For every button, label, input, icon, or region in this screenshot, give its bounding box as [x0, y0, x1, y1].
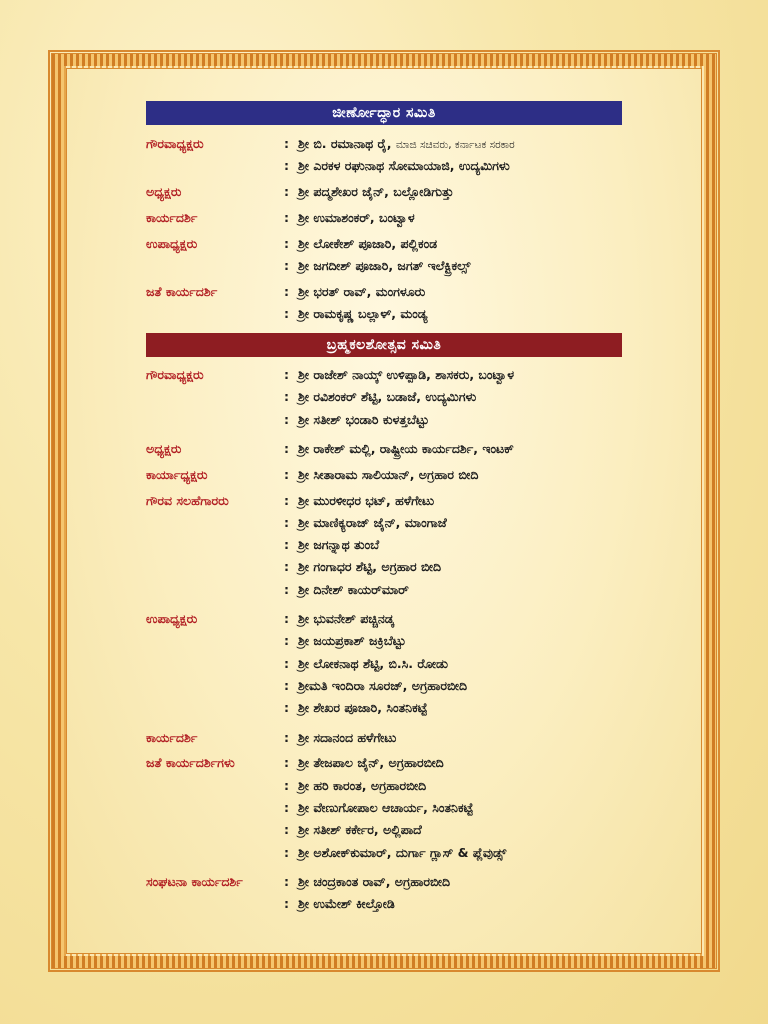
member-name-text: ಶ್ರೀ ತೇಜಪಾಲ ಜೈನ್, ಅಗ್ರಹಾರಬೀದಿ [298, 755, 444, 771]
member-row [146, 409, 626, 431]
member-role: ಕಾರ್ಯದರ್ಶಿ [146, 209, 198, 225]
member-row [146, 512, 626, 534]
member-name [298, 797, 473, 819]
separator-colon: : [284, 799, 289, 815]
member-row [146, 675, 626, 697]
member-name-text: ಶ್ರೀ ಉಮೇಶ್ ಕೀಲ್ತೋಡಿ [298, 896, 395, 912]
member-row [146, 534, 626, 556]
member-role: ಜತೆ ಕಾರ್ಯದರ್ಶಿಗಳು [146, 755, 235, 771]
member-role: ಅಧ್ಯಕ್ಷರು [146, 440, 182, 456]
member-name-text: ಶ್ರೀಮತಿ ಇಂದಿರಾ ಸೂರಜ್, ಅಗ್ರಹಾರಬೀದಿ [298, 677, 468, 693]
separator-colon: : [284, 777, 289, 793]
member-name [298, 281, 425, 303]
member-row [146, 752, 626, 774]
member-name-text: ಶ್ರೀ ಗಂಗಾಧರ ಶೆಟ್ಟಿ, ಅಗ್ರಹಾರ ಬೀದಿ [298, 559, 442, 575]
member-name-text: ಶ್ರೀ ಎರಕಳ ರಘುನಾಥ ಸೋಮಾಯಾಜಿ, ಉದ್ಯಮಿಗಳು [298, 158, 510, 174]
member-name [298, 775, 426, 797]
member-name [298, 255, 470, 277]
member-name-text: ಶ್ರೀ ಸತೀಶ್ ಭಂಡಾರಿ ಕುಳತ್ತಬೆಟ್ಟು [298, 411, 430, 427]
member-name-text: ಶ್ರೀ ಅಶೋಕ್‌ಕುಮಾರ್, ದುರ್ಗಾ ಗ್ಲಾಸ್ & ಪ್ಲೆವುಡ್ಸ್ [298, 844, 507, 860]
member-row [146, 893, 626, 915]
member-row [146, 775, 626, 797]
member-row [146, 653, 626, 675]
separator-colon: : [284, 729, 289, 745]
member-name [298, 819, 422, 841]
separator-colon: : [284, 283, 289, 299]
member-name-text: ಶ್ರೀ ಭುವನೇಶ್ ಪಚ್ಚಿನಡ್ಕ [298, 611, 394, 626]
member-role: ಗೌರವಾಧ್ಯಕ್ಷರು [146, 367, 204, 382]
separator-colon: : [284, 411, 289, 427]
member-role: ಉಪಾಧ್ಯಕ್ಷರು [146, 611, 198, 626]
member-note: ಮಾಜಿ ಸಚಿವರು, ಕರ್ನಾಟಕ ಸರಕಾರ [395, 139, 515, 151]
member-name-text: ಶ್ರೀ ಜಗದೀಶ್ ಪೂಜಾರಿ, ಜಗತ್ ಇಲೆಕ್ಟ್ರಿಕಲ್ಸ್ [298, 258, 471, 273]
member-row [146, 819, 626, 841]
member-name-text: ಶ್ರೀ ಚಂದ್ರಕಾಂತ ರಾವ್, ಅಗ್ರಹಾರಬೀದಿ [298, 873, 451, 889]
member-row [146, 181, 626, 203]
member-row [146, 386, 626, 408]
member-name-text: ಶ್ರೀ ರವಿಶಂಕರ್ ಶೆಟ್ಟಿ, ಬಡಾಜೆ, ಉದ್ಯಮಿಗಳು [298, 389, 477, 405]
committee-title-jeernoddhara: ಜೀರ್ಣೋದ್ಧಾರ ಸಮಿತಿ [146, 101, 622, 125]
separator-colon: : [284, 677, 289, 693]
member-name [298, 630, 406, 652]
member-row [146, 281, 626, 303]
member-name-text: ಶ್ರೀ ಸತೀಶ್ ಕರ್ಕೇರ, ಅಲ್ಲಿಪಾದೆ [298, 822, 422, 838]
separator-colon: : [284, 611, 289, 626]
member-role: ಗೌರವ ಸಲಹೆಗಾರರು [146, 492, 229, 508]
separator-colon: : [284, 700, 289, 716]
member-name [298, 608, 394, 630]
member-name-text: ಶ್ರೀ ರಾಜೇಶ್ ನಾಯ್ಕ್ ಉಳಿಪ್ಪಾಡಿ, ಶಾಸಕರು, ಬಂಟ್ವಾಳ [298, 367, 515, 382]
separator-colon: : [284, 184, 289, 200]
member-name-text: ಶ್ರೀ ಮುರಳೀಧರ ಭಟ್, ಹಳೆಗೇಟು [298, 492, 435, 508]
separator-colon: : [284, 514, 289, 530]
separator-colon: : [284, 537, 289, 553]
member-row [146, 579, 626, 601]
separator-colon: : [284, 306, 289, 322]
member-name-text: ಶ್ರೀ ರಾಮಕೃಷ್ಣ ಬಲ್ಲಾಳ್, ಮಂಡ್ಯ [298, 306, 428, 322]
separator-colon: : [284, 822, 289, 838]
separator-colon: : [284, 755, 289, 771]
separator-colon: : [284, 896, 289, 912]
member-name [298, 871, 450, 893]
member-name-text: ಶ್ರೀ ರಾಕೇಶ್ ಮಲ್ಲಿ, ರಾಷ್ಟ್ರೀಯ ಕಾರ್ಯದರ್ಶಿ, ಇಂಟಕ್ [298, 440, 514, 456]
separator-colon: : [284, 136, 289, 151]
member-row [146, 842, 626, 864]
member-row [146, 697, 626, 719]
member-row [146, 797, 626, 819]
member-name [298, 464, 478, 486]
member-name [298, 409, 429, 431]
member-name [298, 386, 476, 408]
committee-title-brahmakalashotsava: ಬ್ರಹ್ಮಕಲಶೋತ್ಸವ ಸಮಿತಿ [146, 333, 622, 357]
member-name-text: ಶ್ರೀ ಜಯಪ್ರಕಾಶ್ ಜಕ್ರಿಬೆಟ್ಟು [298, 633, 406, 649]
member-name-text: ಶ್ರೀ ವೇಣುಗೋಪಾಲ ಆಚಾರ್ಯ, ಸಿಂತನಿಕಟ್ಟೆ [298, 799, 474, 815]
member-name-text: ಶ್ರೀ ಲೋಕೇಶ್ ಪೂಜಾರಿ, ಪಲ್ಲಿಕಂಡ [298, 235, 438, 251]
member-name [298, 512, 447, 534]
separator-colon: : [284, 559, 289, 575]
member-name-text: ಶ್ರೀ ಮಾಣಿಕ್ಯರಾಜ್ ಜೈನ್, ಮಾಂಗಾಜೆ [298, 514, 447, 530]
separator-colon: : [284, 492, 289, 508]
separator-colon: : [284, 367, 289, 382]
member-name-text: ಶ್ರೀ ಭರತ್ ರಾವ್, ಮಂಗಳೂರು [298, 283, 426, 299]
member-name [298, 579, 409, 601]
member-row [146, 556, 626, 578]
member-name [298, 534, 379, 556]
member-row [146, 303, 626, 325]
member-role: ಉಪಾಧ್ಯಕ್ಷರು [146, 235, 198, 251]
separator-colon: : [284, 440, 289, 456]
member-name [298, 155, 510, 177]
member-row [146, 871, 626, 893]
member-row [146, 207, 626, 229]
member-name [298, 364, 514, 386]
member-name-text: ಶ್ರೀ ಪದ್ಮಶೇಖರ ಜೈನ್, ಬಲ್ಲೋಡಿಗುತ್ತು [298, 184, 454, 200]
member-name [298, 653, 448, 675]
member-name [298, 752, 444, 774]
member-name [298, 556, 441, 578]
member-row [146, 490, 626, 512]
member-row [146, 727, 626, 749]
member-row [146, 233, 626, 255]
member-name-text: ಶ್ರೀ ಲೋಕನಾಥ ಶೆಟ್ಟಿ, ಬಿ.ಸಿ. ರೋಡು [298, 655, 448, 671]
separator-colon: : [284, 466, 289, 482]
member-name-text: ಶ್ರೀ ಹರಿ ಕಾರಂತ, ಅಗ್ರಹಾರಬೀದಿ [298, 777, 427, 793]
member-name [298, 133, 515, 156]
member-name-text: ಶ್ರೀ ಬಿ. ರಮಾನಾಥ ರೈ, [298, 136, 392, 151]
member-row [146, 255, 626, 277]
member-name-text: ಶ್ರೀ ಸೀತಾರಾಮ ಸಾಲಿಯಾನ್, ಅಗ್ರಹಾರ ಬೀದಿ [298, 466, 479, 482]
member-row [146, 630, 626, 652]
member-role: ಕಾರ್ಯದರ್ಶಿ [146, 729, 198, 745]
member-name [298, 490, 434, 512]
member-row [146, 608, 626, 630]
member-role: ಅಧ್ಯಕ್ಷರು [146, 184, 182, 200]
member-row [146, 155, 626, 177]
member-role: ಜತೆ ಕಾರ್ಯದರ್ಶಿ [146, 283, 218, 299]
member-name [298, 675, 467, 697]
separator-colon: : [284, 581, 289, 597]
separator-colon: : [284, 655, 289, 671]
separator-colon: : [284, 389, 289, 405]
separator-colon: : [284, 873, 289, 889]
member-name-text: ಶ್ರೀ ಉಮಾಶಂಕರ್, ಬಂಟ್ವಾಳ [298, 209, 415, 225]
separator-colon: : [284, 844, 289, 860]
member-name [298, 181, 454, 203]
member-name [298, 303, 427, 325]
member-name-text: ಶ್ರೀ ದಿನೇಶ್ ಕಾಯರ್‌ಮಾರ್ [298, 581, 409, 597]
member-name [298, 207, 415, 229]
member-role: ಗೌರವಾಧ್ಯಕ್ಷರು [146, 136, 204, 151]
member-name-text: ಶ್ರೀ ಸದಾನಂದ ಹಳೆಗೇಟು [298, 729, 397, 745]
separator-colon: : [284, 235, 289, 251]
separator-colon: : [284, 258, 289, 273]
member-row [146, 464, 626, 486]
member-row [146, 133, 626, 155]
member-name [298, 697, 427, 719]
separator-colon: : [284, 158, 289, 174]
member-name-text: ಶ್ರೀ ಜಗನ್ನಾಥ ತುಂಬೆ [298, 537, 380, 553]
member-name [298, 842, 506, 864]
member-row [146, 364, 626, 386]
member-name [298, 233, 437, 255]
member-name [298, 438, 514, 460]
member-name [298, 727, 396, 749]
member-name-text: ಶ್ರೀ ಶೇಖರ ಪೂಜಾರಿ, ಸಿಂತನಿಕಟ್ಟೆ [298, 700, 428, 716]
member-name [298, 893, 395, 915]
separator-colon: : [284, 209, 289, 225]
member-role: ಸಂಘಟನಾ ಕಾರ್ಯದರ್ಶಿ [146, 873, 243, 889]
member-role: ಕಾರ್ಯಾಧ್ಯಕ್ಷರು [146, 466, 208, 482]
separator-colon: : [284, 633, 289, 649]
member-row [146, 438, 626, 460]
